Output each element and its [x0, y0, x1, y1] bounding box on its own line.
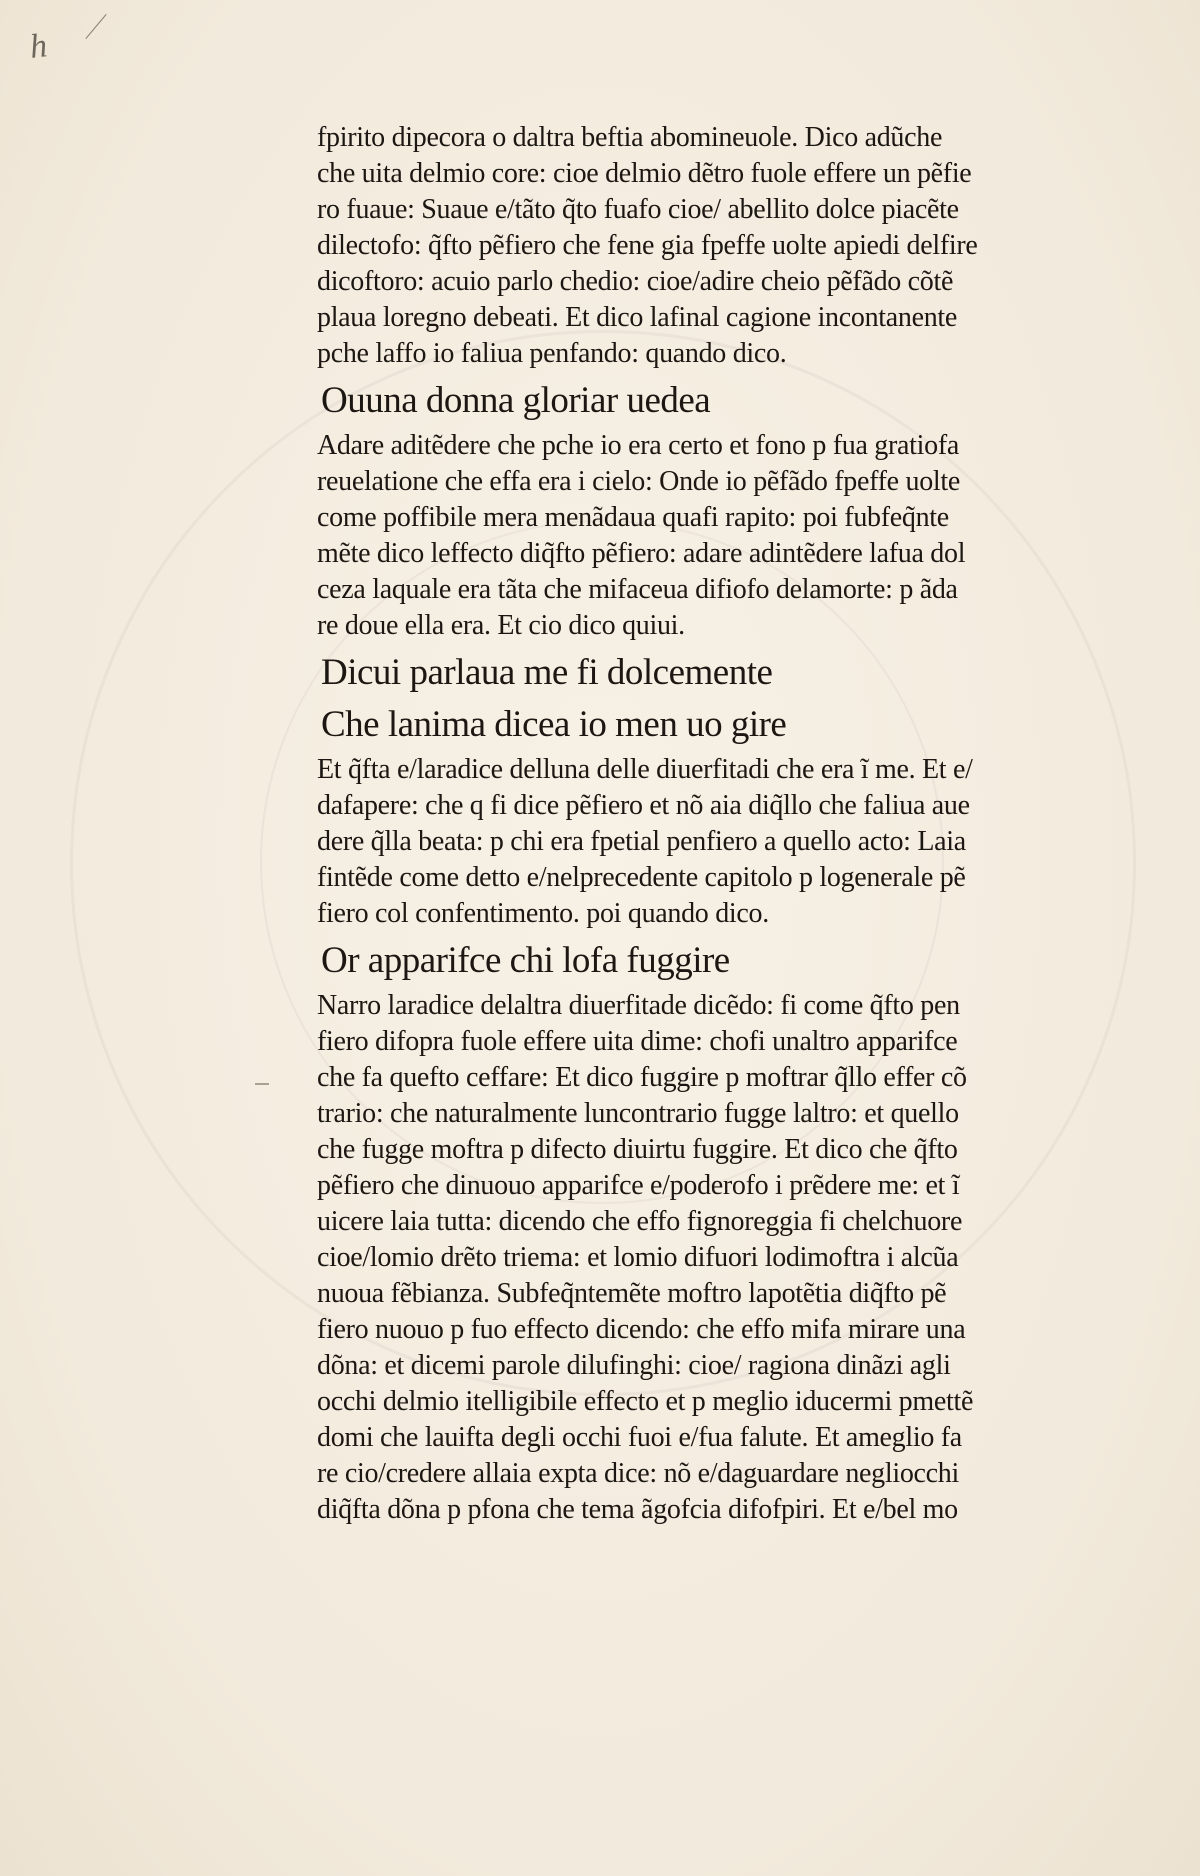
text-line: diq̃fta dõna p pfona che tema ãgofcia difofpiri. Et e/bel mo: [317, 1494, 958, 1525]
text-line: dilectofo: q̃fto pẽfiero che fene gia fpeffe uolte apiedi delfire: [317, 230, 978, 261]
text-line: fintẽde come detto e/nelprecedente capitolo p logenerale pẽ: [317, 862, 966, 893]
text-line: dafapere: che q fi dice pẽfiero et nõ aia diq̃llo che faliua aue: [317, 790, 970, 821]
text-line: mẽte dico leffecto diq̃fto pẽfiero: adare adintẽdere lafua dol: [317, 538, 966, 569]
text-line: Adare aditẽdere che pche io era certo et fono p fua gratiofa: [317, 430, 959, 461]
text-line: Narro laradice delaltra diuerfitade dicẽdo: fi come q̃fto pen: [317, 990, 960, 1021]
text-line: re cio/credere allaia expta dice: nõ e/daguardare negliocchi: [317, 1458, 959, 1489]
paragraph-1: [317, 120, 1107, 372]
text-line: fiero col confentimento. poi quando dico.: [317, 898, 769, 929]
paper-speck: [255, 1083, 269, 1085]
verse-heading: Ouuna donna gloriar uedea: [321, 380, 711, 421]
text-line: ceza laquale era tãta che mifaceua difiofo delamorte: p ãda: [317, 574, 958, 605]
verse-heading: Che lanima dicea io men uo gire: [321, 704, 787, 745]
verse-heading: Or apparifce chi lofa fuggire: [321, 940, 730, 981]
paragraph-4: [317, 988, 1107, 1528]
text-line: domi che lauifta degli occhi fuoi e/fua falute. Et ameglio fa: [317, 1422, 962, 1453]
page-text: [317, 120, 1107, 1528]
text-line: dicoftoro: acuio parlo chedio: cioe/adire cheio pẽfãdo cõtẽ: [317, 266, 954, 297]
text-line: ro fuaue: Suaue e/tãto q̃to fuafo cioe/ abellito dolce piacẽte: [317, 194, 959, 225]
text-line: cioe/lomio drẽto triema: et lomio difuori lodimoftra i alcũa: [317, 1242, 959, 1273]
paragraph-2: [317, 428, 1107, 644]
text-line: plaua loregno debeati. Et dico lafinal cagione incontanente: [317, 302, 958, 333]
text-line: uicere laia tutta: dicendo che effo fignoreggia fi chelchuore: [317, 1206, 963, 1237]
text-line: che fa quefto ceffare: Et dico fuggire p moftrar q̃llo effer cõ: [317, 1062, 967, 1093]
text-line: che fugge moftra p difecto diuirtu fuggire. Et dico che q̃fto: [317, 1134, 958, 1165]
text-line: dõna: et dicemi parole dilufinghi: cioe/ ragiona dinãzi agli: [317, 1350, 951, 1381]
verse-heading: Dicui parlaua me fi dolcemente: [321, 652, 773, 693]
paragraph-3: [317, 752, 1107, 932]
text-line: occhi delmio itelligibile effecto et p meglio iducermi pmettẽ: [317, 1386, 974, 1417]
text-line: fpirito dipecora o daltra beftia abomineuole. Dico adũche: [317, 122, 943, 153]
text-line: re doue ella era. Et cio dico quiui.: [317, 610, 685, 641]
text-line: Et q̃fta e/laradice delluna delle diuerfitadi che era ĩ me. Et e/: [317, 754, 973, 785]
text-line: pẽfiero che dinuouo apparifce e/poderofo i prẽdere me: et ĩ: [317, 1170, 960, 1201]
margin-tick: [85, 14, 106, 39]
text-line: come poffibile mera menãdaua quafi rapito: poi fubfeq̃nte: [317, 502, 949, 533]
text-line: che uita delmio core: cioe delmio dẽtro fuole effere un pẽfie: [317, 158, 972, 189]
text-line: pche laffo io faliua penfando: quando dico.: [317, 338, 787, 369]
text-line: dere q̃lla beata: p chi era fpetial penfiero a quello acto: Laia: [317, 826, 966, 857]
text-line: nuoua fẽbianza. Subfeq̃ntemẽte moftro lapotẽtia diq̃fto pẽ: [317, 1278, 947, 1309]
margin-note: h: [28, 27, 49, 66]
text-line: reuelatione che effa era i cielo: Onde io pẽfãdo fpeffe uolte: [317, 466, 960, 497]
text-line: fiero nuouo p fuo effecto dicendo: che effo mifa mirare una: [317, 1314, 966, 1345]
text-line: trario: che naturalmente luncontrario fugge laltro: et quello: [317, 1098, 959, 1129]
text-line: fiero difopra fuole effere uita dime: chofi unaltro apparifce: [317, 1026, 958, 1057]
